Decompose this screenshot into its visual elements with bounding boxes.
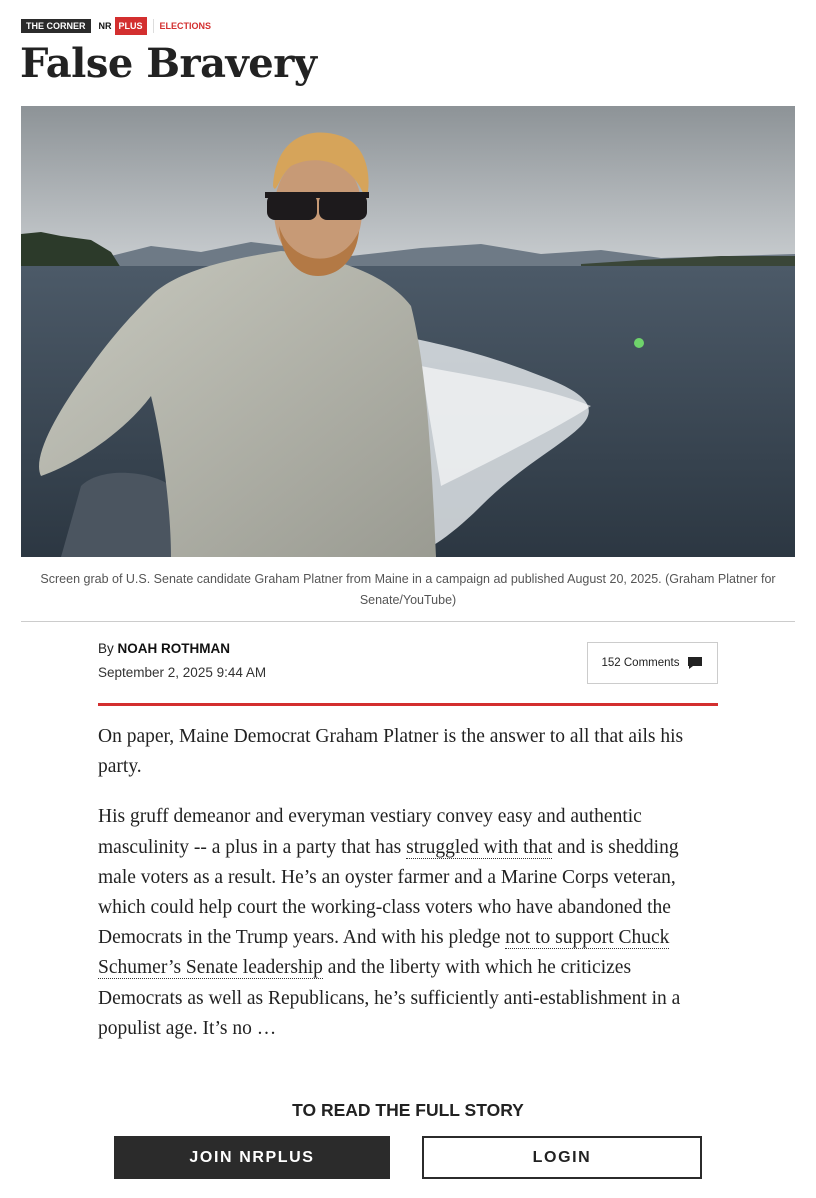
article-header-rule [98,703,718,706]
link-not-support-schumer[interactable]: not to support Chuck Schumer’s Senate leadership [98,927,670,979]
image-caption: Screen grab of U.S. Senate candidate Graham Platner from Maine in a campaign ad published August 20, 2025. (Graham Platner for Senate/YouTube) [40,572,776,607]
paragraph-2-text-c: and the liberty with which he criticizes Democrats as well as Republicans, he’s sufficiently anti-establishment in a populist age. It’s no … [98,957,681,1039]
byline-prefix: By [98,641,114,656]
byline [98,641,230,656]
publish-date: September 2, 2025 9:44 AM [98,665,267,680]
tag-the-corner[interactable]: THE CORNER [21,19,91,33]
tag-divider [153,19,154,33]
paragraph-2-text-a: His gruff demeanor and everyman vestiary convey easy and authentic masculinity -- a plus in a party that has [98,806,642,858]
tag-plus-label: PLUS [115,17,147,35]
speech-bubble-icon [687,656,703,670]
tag-nr-label: NR [98,21,112,31]
comments-button[interactable] [587,642,718,684]
comments-count-label: 152 Comments [601,657,680,669]
article-tags [21,17,211,35]
tag-nr-plus[interactable] [96,17,147,35]
paywall-title: TO READ THE FULL STORY [292,1100,524,1120]
caption-divider [21,621,795,622]
paragraph-2-text-b: and is shedding male voters as a result. He’s an oyster farmer and a Marine Corps veteran, which could help court the working-class voters who have abandoned the Democrats in the Trump years. And with his pledge [98,836,679,949]
link-struggled-with-that[interactable]: struggled with that [406,836,553,858]
article-title: False Bravery [20,40,317,87]
join-nrplus-button[interactable]: JOIN NRPLUS [114,1136,390,1179]
author-link[interactable]: NOAH ROTHMAN [117,641,231,656]
tag-elections[interactable]: ELECTIONS [159,21,212,31]
article-body [98,722,718,1064]
paragraph-1: On paper, Maine Democrat Graham Platner is the answer to all that ails his party. [98,726,684,778]
paragraph-2 [98,802,718,1044]
hero-image [21,106,795,557]
login-button[interactable]: LOGIN [422,1136,702,1179]
